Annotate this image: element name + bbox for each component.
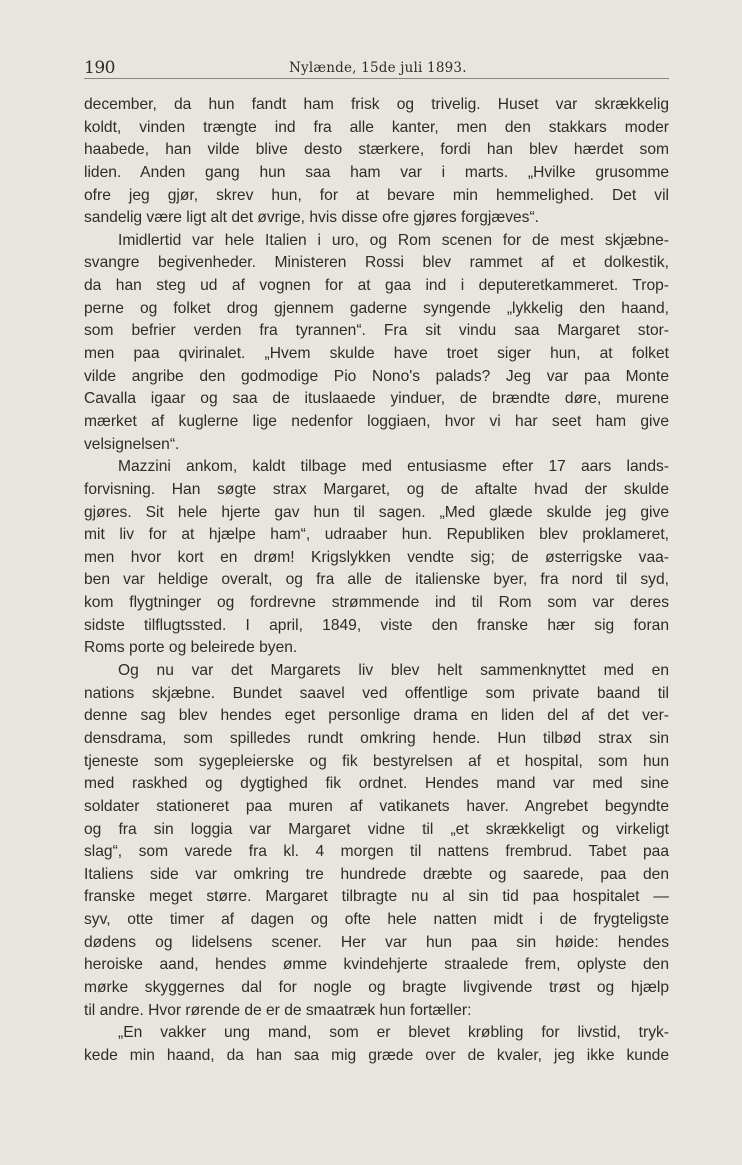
text-line: ben var heldige overalt, og fra alle de italienske byer, fra nord til syd, (84, 571, 669, 589)
text-line: „En vakker ung mand, som er blevet krøbling for livstid, tryk- (118, 1024, 669, 1042)
text-line: mærket af kuglerne lige nedenfor loggiaen, hvor vi har seet ham give (84, 412, 669, 430)
text-line: svangre begivenheder. Ministeren Rossi blev rammet af et dolkestik, (84, 254, 669, 272)
text-line: tjeneste som sygepleierske og fik bestyrelsen af et hospital, som hun (84, 752, 669, 770)
text-line: slag“, som varede fra kl. 4 morgen til nattens frembrud. Tabet paa (84, 843, 669, 861)
text-line: Og nu var det Margarets liv blev helt sammenknyttet med en (118, 662, 669, 680)
text-line: da han steg ud af vognen for at gaa ind i deputeretkammeret. Trop- (84, 277, 669, 295)
text-line: sidste tilflugtssted. I april, 1849, viste den franske hær sig foran (84, 616, 669, 634)
text-line: december, da hun fandt ham frisk og trivelig. Huset var skrækkelig (84, 96, 669, 113)
text-line: nations skjæbne. Bundet saavel ved offentlige som private baand til (84, 684, 669, 702)
text-line: Roms porte og beleirede byen. (84, 639, 298, 657)
body-text (84, 94, 669, 1068)
header-rule (84, 78, 669, 79)
text-line: soldater stationeret paa muren af vatikanets haver. Angrebet begyndte (84, 797, 669, 815)
page-header (84, 52, 669, 80)
text-line: gjøres. Sit hele hjerte gav hun til sagen. „Med glæde skulde jeg give (84, 503, 669, 521)
text-line: koldt, vinden trængte ind fra alle kanter, men den stakkars moder (84, 118, 669, 136)
text-line: men hvor kort en drøm! Krigslykken vendte sig; de østerrigske vaa- (84, 548, 669, 566)
text-line: syv, otte timer af dagen og ofte hele natten midt i de frygteligste (84, 911, 669, 929)
text-line: liden. Anden gang hun saa ham var i marts. „Hvilke grusomme (84, 163, 669, 181)
text-line: men paa qvirinalet. „Hvem skulde have troet siger hun, at folket (84, 345, 669, 363)
text-line: velsignelsen“. (84, 435, 180, 453)
text-line: til andre. Hvor rørende de er de smaatræk hun fortæller: (84, 1001, 472, 1019)
text-line: og fra sin loggia var Margaret vidne til „et skrækkeligt og virkeligt (84, 820, 669, 838)
text-line: densdrama, som spilledes rundt omkring hende. Hun tilbød strax sin (84, 729, 669, 747)
page-number: 190 (84, 58, 115, 78)
text-line: denne sag blev hendes eget personlige drama en liden del af det ver- (84, 707, 669, 725)
text-line: franske meget større. Margaret tilbragte nu al sin tid paa hospitalet — (84, 888, 669, 906)
text-line: forvisning. Han søgte strax Margaret, og de aftalte hvad der skulde (84, 480, 669, 498)
text-line: Imidlertid var hele Italien i uro, og Rom scenen for de mest skjæbne- (118, 231, 669, 249)
text-line: Mazzini ankom, kaldt tilbage med entusiasme efter 17 aars lands- (118, 458, 669, 476)
text-line: dødens og lidelsens scener. Her var hun paa sin høide: hendes (84, 933, 669, 951)
text-line: sandelig være ligt alt det øvrige, hvis disse ofre gjøres forgjæves“. (84, 209, 539, 227)
running-title: Nylænde, 15de juli 1893. (289, 60, 467, 76)
text-line: vilde angribe den godmodige Pio Nono's palads? Jeg var paa Monte (84, 367, 669, 385)
text-line: Cavalla igaar og saa de ituslaaede yinduer, de brændte døre, murene (84, 390, 669, 408)
text-line: med raskhed og dygtighed fik ordnet. Hendes mand var med sine (84, 775, 669, 793)
text-line: mørke skyggernes dal for nogle og bragte livgivende trøst og hjælp (84, 978, 669, 996)
text-line: heroiske aand, hendes ømme kvindehjerte straalede frem, oplyste den (84, 956, 669, 974)
text-line: haabede, han vilde blive desto stærkere, fordi han blev hærdet som (84, 141, 669, 159)
text-line: Italiens side var omkring tre hundrede dræbte og saarede, paa den (84, 865, 669, 883)
text-line: mit liv for at hjælpe ham“, udraaber hun. Republiken blev proklameret, (84, 526, 669, 544)
text-line: kede min haand, da han saa mig græde over de kvaler, jeg ikke kunde (84, 1046, 669, 1064)
text-line: perne og folket drog gjennem gaderne syngende „lykkelig den haand, (84, 299, 669, 317)
text-line: som befrier verden fra tyrannen“. Fra sit vindu saa Margaret stor- (84, 322, 669, 340)
text-line: kom flygtninger og fordrevne strømmende ind til Rom som var deres (84, 594, 669, 612)
text-line: ofre jeg gjør, skrev hun, for at bevare min hemmelighed. Det vil (84, 186, 669, 204)
